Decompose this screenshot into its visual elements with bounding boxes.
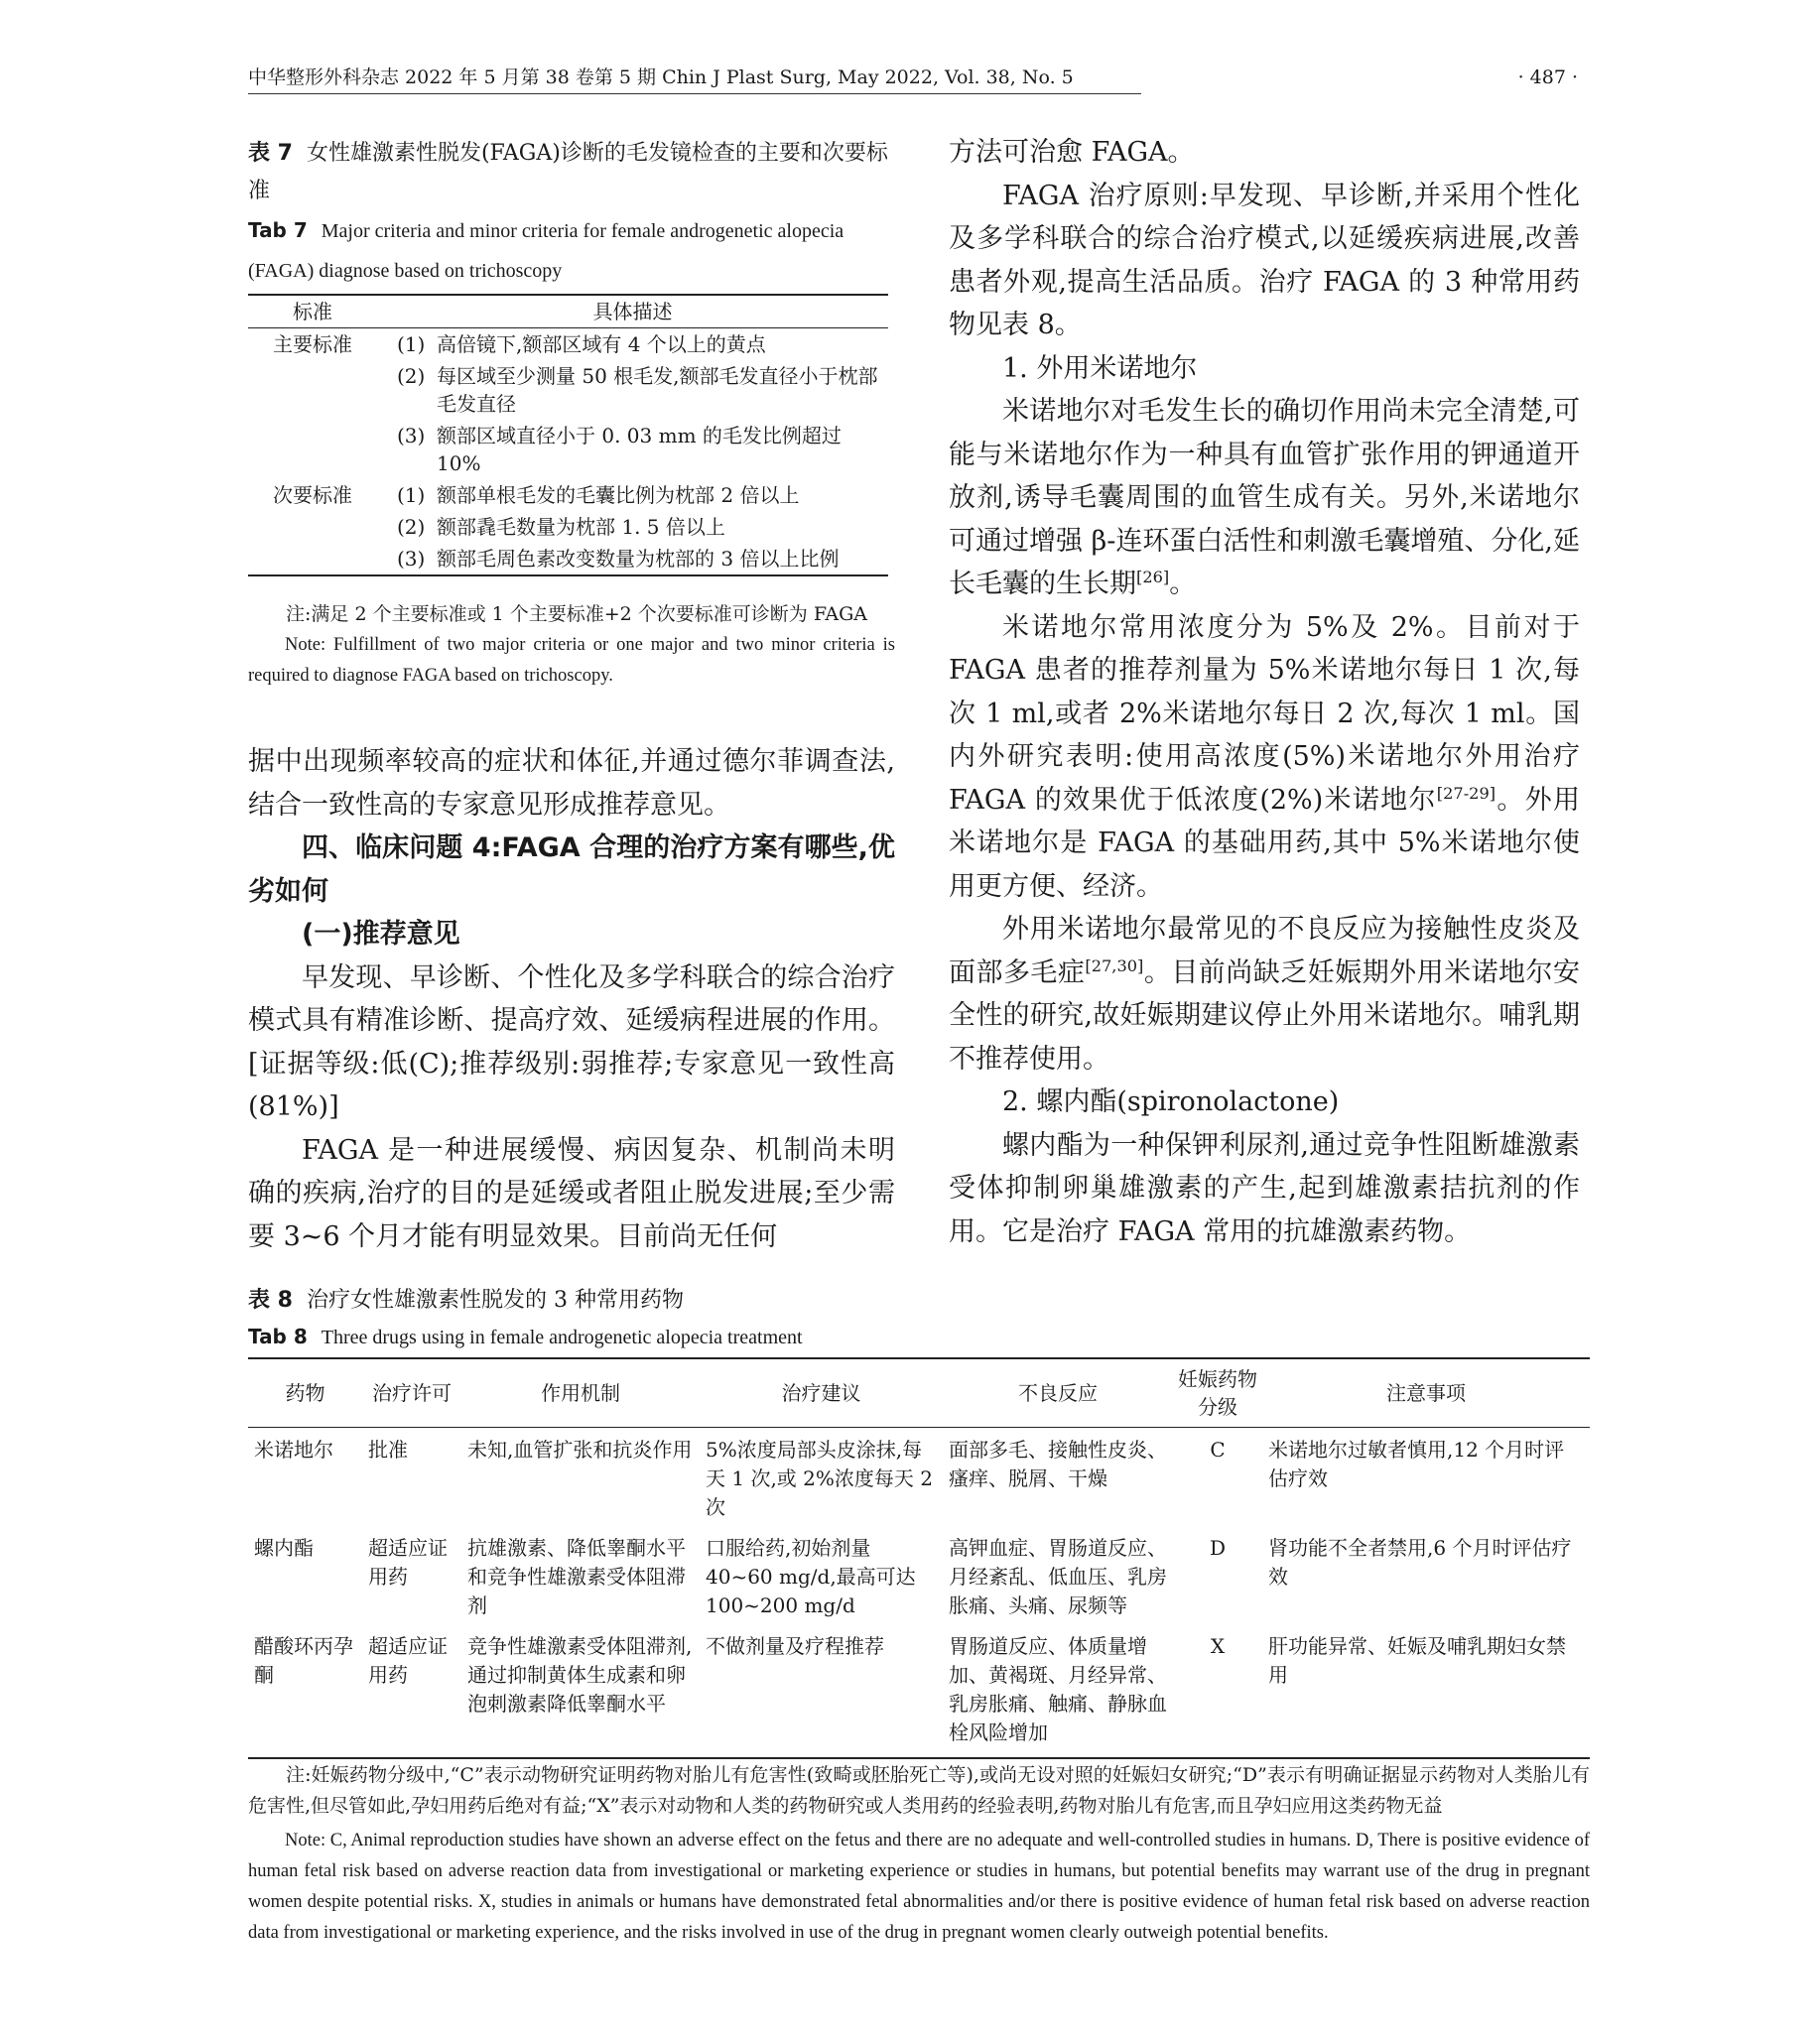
criterion-text: 额部毛周色素改变数量为枕部的 3 倍以上比例 — [437, 547, 840, 571]
paragraph-text: 外用米诺地尔最常见的不良反应为接触性皮炎及面部多毛症 — [949, 914, 1580, 988]
subheading: 1. 外用米诺地尔 — [1002, 352, 1198, 384]
pregnancy-grade: X — [1210, 1634, 1226, 1658]
caution: 米诺地尔过敏者慎用,12 个月时评估疗效 — [1268, 1438, 1565, 1490]
table8-header: 治疗建议 — [781, 1381, 861, 1405]
table7-label-cn: 表 7 — [248, 141, 293, 166]
table-row — [248, 328, 888, 361]
table7-label-en: Tab 7 — [248, 218, 308, 242]
mechanism: 未知,血管扩张和抗炎作用 — [467, 1438, 693, 1462]
table8-title-en: Three drugs using in female androgenetic alopecia treatment — [321, 1327, 803, 1348]
table8-caption — [248, 1282, 1590, 1354]
criterion-number: (2) — [397, 515, 426, 539]
table8-label-en: Tab 8 — [248, 1325, 308, 1348]
paragraph: 螺内酯为一种保钾利尿剂,通过竞争性阻断雄激素受体抑制卵巢雄激素的产生,起到雄激素拮抗剂的作用。它是治疗 FAGA 常用的抗雄激素药物。 — [949, 1129, 1580, 1247]
drug-name: 螺内酯 — [254, 1536, 314, 1560]
subheading: 2. 螺内酯(spironolactone) — [1002, 1086, 1340, 1117]
drug-name: 醋酸环丙孕酮 — [254, 1634, 353, 1687]
table8-header: 作用机制 — [541, 1381, 620, 1405]
advice: 5%浓度局部头皮涂抹,每天 1 次,或 2%浓度每天 2 次 — [706, 1438, 933, 1519]
section-heading: 四、临床问题 4:FAGA 合理的治疗方案有哪些,优劣如何 — [248, 832, 895, 907]
page-number: · 487 · — [1517, 66, 1578, 88]
paragraph — [949, 390, 1580, 606]
adverse-reactions: 高钾血症、胃肠道反应、月经紊乱、低血压、乳房胀痛、头痛、尿频等 — [949, 1536, 1167, 1617]
major-criteria-label: 主要标准 — [273, 332, 352, 356]
paragraph — [949, 908, 1580, 1081]
paragraph-text: 。 — [1169, 569, 1197, 599]
table8-header: 治疗许可 — [372, 1381, 452, 1405]
citation: [27-29] — [1436, 783, 1496, 803]
minor-criteria-label: 次要标准 — [273, 483, 352, 507]
table-row — [248, 511, 888, 543]
table7-caption — [248, 135, 895, 291]
table7-note-cn: 注:满足 2 个主要标准或 1 个主要标准+2 个次要标准可诊断为 FAGA — [286, 603, 867, 625]
table8 — [248, 1357, 1590, 1759]
table7-title-en: Major criteria and minor criteria for female androgenetic alopecia (FAGA) diagnose based on trichoscopy — [248, 220, 845, 282]
criterion-text: 高倍镜下,额部区域有 4 个以上的黄点 — [437, 332, 766, 356]
paragraph — [949, 606, 1580, 909]
table8-caption-cn — [248, 1282, 1590, 1320]
criterion-number: (1) — [397, 483, 426, 507]
table8-title-cn: 治疗女性雄激素性脱发的 3 种常用药物 — [306, 1288, 684, 1313]
table-row — [248, 543, 888, 575]
journal-citation: 中华整形外科杂志 2022 年 5 月第 38 卷第 5 期 Chin J Plast Surg, May 2022, Vol. 38, No. 5 — [248, 66, 1074, 88]
criterion-number: (1) — [397, 332, 426, 356]
paragraph: FAGA 是一种进展缓慢、病因复杂、机制尚未明确的疾病,治疗的目的是延缓或者阻止脱发进展;至少需要 3~6 个月才能有明显效果。目前尚无任何 — [248, 1134, 895, 1252]
table8-note-en: Note: C, Animal reproduction studies have shown an adverse effect on the fetus and there are no adequate and well-controlled studies in humans. D, There is positive evidence of human fetal risk based on adverse reaction data from investigational or marketing experience or studies in humans, but potential benefits may warrant use of the drug in pregnant women despite potential risks. X, studies in animals or humans have demonstrated fetal abnormalities and/or there is positive evidence of human fetal risk based on adverse reaction data from investigational or marketing experience, and the risks involved in use of the drug in pregnant women clearly outweigh potential benefits. — [248, 1831, 1590, 1943]
paragraph-text: 。外用米诺地尔是 FAGA 的基础用药,其中 5%米诺地尔使用更方便、经济。 — [949, 784, 1581, 902]
table7-header-criteria: 标准 — [293, 300, 332, 323]
table7-caption-cn — [248, 135, 895, 210]
table-row — [248, 360, 888, 420]
adverse-reactions: 面部多毛、接触性皮炎、瘙痒、脱屑、干燥 — [949, 1438, 1167, 1490]
table8-caption-en — [248, 1320, 1590, 1354]
advice: 口服给药,初始剂量 40~60 mg/d,最高可达 100~200 mg/d — [706, 1536, 916, 1617]
table7 — [248, 294, 895, 576]
table7-caption-en — [248, 210, 895, 291]
table8-note-cn: 注:妊娠药物分级中,“C”表示动物研究证明药物对胎儿有危害性(致畸或胚胎死亡等),或尚无设对照的妊娠妇女研究;“D”表示有明确证据显示药物对人类胎儿有危害性,但尽管如此,孕妇用药后绝对有益;“X”表示对动物和人类的药物研究或人类用药的经验表明,药物对胎儿有危害,而且孕妇应用这类药物无益 — [248, 1764, 1590, 1817]
left-column — [248, 740, 895, 1258]
table8-header: 注意事项 — [1386, 1381, 1466, 1405]
criterion-number: (2) — [397, 364, 426, 388]
pregnancy-grade: C — [1210, 1438, 1226, 1462]
mechanism: 抗雄激素、降低睾酮水平和竞争性雄激素受体阻滞剂 — [467, 1536, 686, 1617]
table7-header-desc: 具体描述 — [592, 300, 673, 323]
criterion-text: 额部区域直径小于 0. 03 mm 的毛发比例超过 10% — [437, 424, 842, 475]
mechanism: 竞争性雄激素受体阻滞剂,通过抑制黄体生成素和卵泡刺激素降低睾酮水平 — [467, 1634, 693, 1716]
table7-note-en: Note: Fulfillment of two major criteria or one major and two minor criteria is required to diagnose FAGA based on trichoscopy. — [248, 635, 895, 686]
paragraph-text: 。目前尚缺乏妊娠期外用米诺地尔安全性的研究,故妊娠期建议停止外用米诺地尔。哺乳期不推荐使用。 — [949, 956, 1581, 1075]
license: 超适应证用药 — [368, 1634, 448, 1687]
subsection-heading: (一)推荐意见 — [302, 919, 460, 950]
table-row — [248, 479, 888, 511]
license: 批准 — [368, 1438, 408, 1462]
paragraph: 据中出现频率较高的症状和体征,并通过德尔菲调查法,结合一致性高的专家意见形成推荐意见。 — [248, 746, 895, 821]
table-row — [248, 1624, 1590, 1758]
criterion-text: 额部毳毛数量为枕部 1. 5 倍以上 — [437, 515, 725, 539]
criterion-number: (3) — [397, 547, 426, 571]
citation: [27,30] — [1085, 955, 1144, 975]
table8-header: 不良反应 — [1018, 1381, 1098, 1405]
criterion-text: 每区域至少测量 50 根毛发,额部毛发直径小于枕部毛发直径 — [437, 364, 878, 416]
criterion-number: (3) — [397, 424, 426, 447]
paragraph: FAGA 治疗原则:早发现、早诊断,并采用个性化及多学科联合的综合治疗模式,以延缓疾病进展,改善患者外观,提高生活品质。治疗 FAGA 的 3 种常用药物见表 8。 — [949, 180, 1580, 340]
table-row — [248, 1428, 1590, 1527]
running-header — [248, 65, 1578, 89]
caution: 肾功能不全者禁用,6 个月时评估疗效 — [1268, 1536, 1572, 1589]
table7-note — [248, 599, 895, 692]
criterion-text: 额部单根毛发的毛囊比例为枕部 2 倍以上 — [437, 483, 800, 507]
header-rule — [248, 93, 1141, 94]
right-column — [949, 131, 1580, 1253]
table8-header: 药物 — [285, 1381, 325, 1405]
citation: [26] — [1136, 568, 1170, 586]
advice: 不做剂量及疗程推荐 — [706, 1634, 884, 1658]
adverse-reactions: 胃肠道反应、体质量增加、黄褐斑、月经异常、乳房胀痛、触痛、静脉血栓风险增加 — [949, 1634, 1167, 1744]
paragraph-text: 米诺地尔常用浓度分为 5%及 2%。目前对于 FAGA 患者的推荐剂量为 5%米诺地尔每日 1 次,每次 1 ml,或者 2%米诺地尔每日 2 次,每次 1 ml。国内外研究表明:使用高浓度(5%)米诺地尔外用治疗 FAGA 的效果优于低浓度(2%)米诺地尔 — [949, 611, 1580, 816]
paragraph-text: 米诺地尔对毛发生长的确切作用尚未完全清楚,可能与米诺地尔作为一种具有血管扩张作用的钾通道开放剂,诱导毛囊周围的血管生成有关。另外,米诺地尔可通过增强 β-连环蛋白活性和刺激毛囊增殖、分化,延长毛囊的生长期 — [949, 396, 1580, 599]
table7-title-cn: 女性雄激素性脱发(FAGA)诊断的毛发镜检查的主要和次要标准 — [248, 141, 888, 203]
table8-note — [248, 1760, 1590, 1949]
paragraph: 早发现、早诊断、个性化及多学科联合的综合治疗模式具有精准诊断、提高疗效、延缓病程进展的作用。[证据等级:低(C);推荐级别:弱推荐;专家意见一致性高(81%)] — [248, 961, 895, 1122]
table-row — [248, 420, 888, 479]
caution: 肝功能异常、妊娠及哺乳期妇女禁用 — [1268, 1634, 1566, 1687]
paragraph: 方法可治愈 FAGA。 — [949, 137, 1195, 168]
license: 超适应证用药 — [368, 1536, 448, 1589]
table8-header: 妊娠药物分级 — [1178, 1367, 1257, 1419]
table8-label-cn: 表 8 — [248, 1288, 293, 1313]
table-row — [248, 1526, 1590, 1624]
pregnancy-grade: D — [1209, 1536, 1227, 1560]
drug-name: 米诺地尔 — [254, 1438, 333, 1462]
